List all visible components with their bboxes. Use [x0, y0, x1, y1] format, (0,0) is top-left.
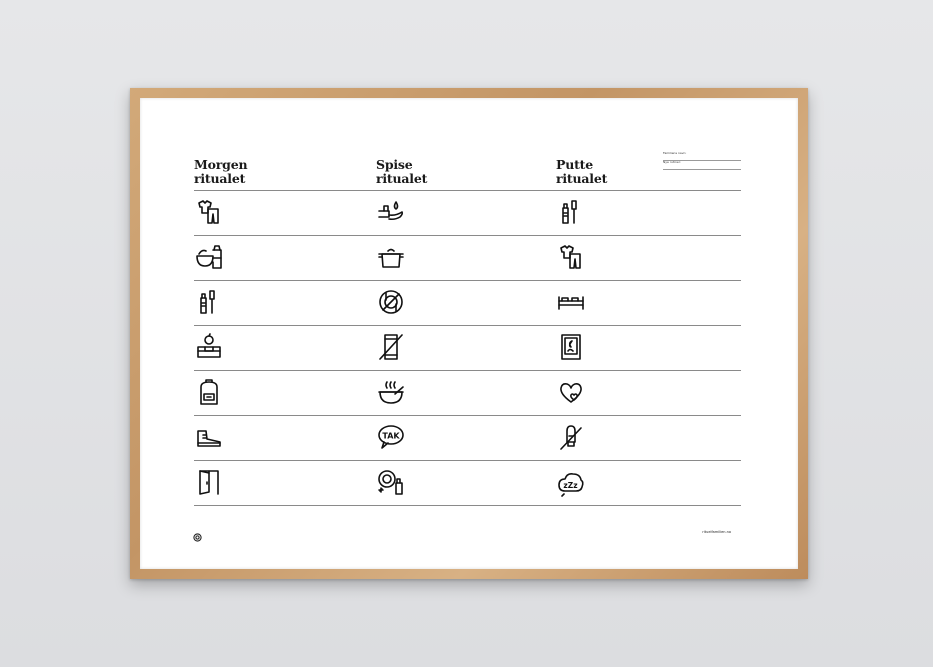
column-heading-bedtime — [556, 158, 607, 186]
heading-line: ritualet — [194, 171, 246, 186]
dish-soap-icon — [376, 467, 406, 497]
handwash-icon — [376, 197, 406, 227]
row-divider — [194, 280, 741, 281]
lunchbox-icon — [194, 332, 224, 362]
row-divider — [194, 235, 741, 236]
sleep-icon — [556, 467, 586, 497]
field-label: Familiens navn: — [663, 151, 687, 155]
heading-line: Morgen — [194, 157, 248, 172]
row-divider — [194, 505, 741, 506]
no-phone-icon — [376, 332, 406, 362]
heading-line: Spise — [376, 157, 413, 172]
no-dish-icon — [376, 287, 406, 317]
clothes-icon — [556, 242, 586, 272]
bowl-icon — [376, 377, 406, 407]
field-label: Nye rutiner: — [663, 160, 681, 164]
svg-text:zZz: zZz — [563, 481, 578, 490]
picture-frame — [130, 88, 808, 579]
book-icon — [556, 332, 586, 362]
poster — [140, 98, 798, 569]
breakfast-icon — [194, 242, 224, 272]
toothbrush-icon — [556, 197, 586, 227]
heart-icon — [556, 377, 586, 407]
column-heading-morning — [194, 158, 247, 186]
shoe-icon — [194, 422, 224, 452]
svg-text:TAK: TAK — [382, 431, 400, 441]
heading-line: ritualet — [556, 171, 608, 186]
backpack-icon — [194, 377, 224, 407]
pot-icon — [376, 242, 406, 272]
footer-url: rituelfamilien.no — [702, 530, 731, 534]
heading-line: Putte — [556, 157, 593, 172]
routine-field — [663, 161, 741, 170]
brand-logo-icon — [193, 527, 202, 536]
toothbrush-icon — [194, 287, 224, 317]
row-divider — [194, 370, 741, 371]
row-divider — [194, 415, 741, 416]
column-heading-meal — [376, 158, 427, 186]
clothes-icon — [194, 197, 224, 227]
heading-line: ritualet — [376, 171, 428, 186]
row-divider — [194, 325, 741, 326]
tak-speech-icon — [376, 422, 406, 452]
door-icon — [194, 467, 224, 497]
no-light-icon — [556, 422, 586, 452]
row-divider — [194, 190, 741, 191]
bed-icon — [556, 287, 586, 317]
row-divider — [194, 460, 741, 461]
